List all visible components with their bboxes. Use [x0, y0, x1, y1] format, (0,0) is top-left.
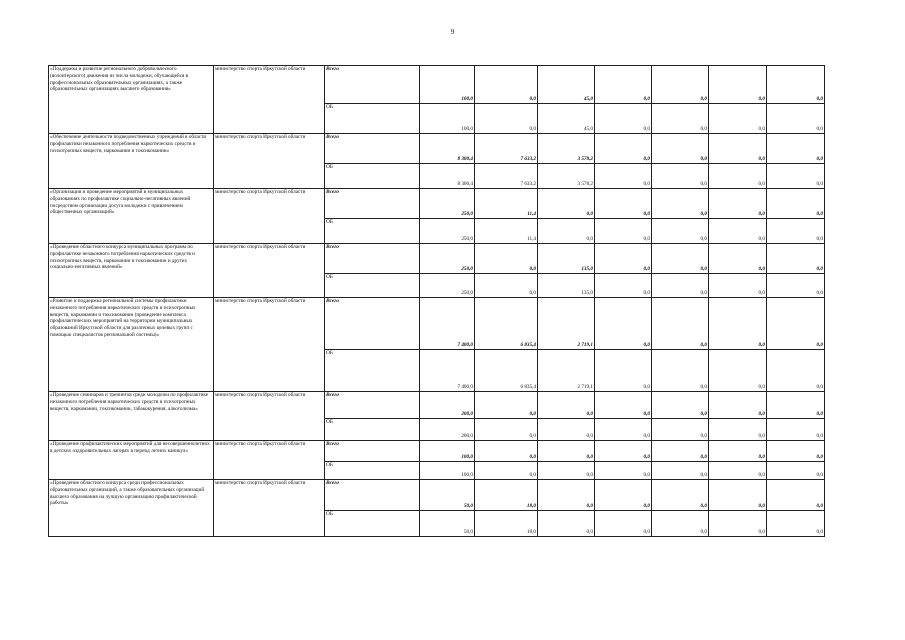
responsible-executor: министерство спорта Иркутской области: [214, 134, 325, 189]
ob-value: 45,0: [538, 104, 595, 134]
source-ob-label: ОБ: [325, 350, 420, 392]
total-value: 0,0: [595, 189, 652, 219]
source-total-label: Всего: [325, 66, 420, 104]
total-value: 0,0: [595, 134, 652, 164]
source-total-label: Всего: [325, 441, 420, 462]
total-value: 0,0: [595, 480, 652, 511]
total-value: 7 400,0: [420, 298, 475, 350]
source-ob-label: ОБ: [325, 462, 420, 480]
source-total-label: Всего: [325, 480, 420, 511]
responsible-executor: министерство спорта Иркутской области: [214, 189, 325, 244]
source-total-label: Всего: [325, 298, 420, 350]
table-row: [49, 134, 825, 164]
ob-value: 0,0: [475, 104, 538, 134]
activity-description: «Развитие и поддержка региональной системы профилактики незаконного потребления наркотических средств и психотропных веществ, наркомании и токсикомании (проведение комплекса профилактических мероприятий на территории муниципальных образований Иркутской области для различных целевых групп с помощью специалистов региональной системы)»: [49, 298, 214, 392]
activity-description: «Проведение профилактических мероприятий для несовершеннолетних в детских оздоровительных лагерях в период летних каникул»: [49, 441, 214, 480]
ob-value: 250,0: [420, 219, 475, 244]
table-row: [49, 480, 825, 511]
source-ob-label: ОБ: [325, 219, 420, 244]
ob-value: 0,0: [709, 511, 767, 537]
source-ob-label: ОБ: [325, 511, 420, 537]
ob-value: 0,0: [652, 511, 709, 537]
ob-value: 0,0: [595, 350, 652, 392]
ob-value: 0,0: [652, 274, 709, 298]
total-value: 0,0: [652, 392, 709, 419]
total-value: 0,0: [709, 134, 767, 164]
ob-value: 0,0: [595, 419, 652, 441]
source-ob-label: ОБ: [325, 419, 420, 441]
source-ob-label: ОБ: [325, 104, 420, 134]
total-value: 0,0: [475, 392, 538, 419]
activity-description: «Обеспечение деятельности подведомственных учреждений в области профилактики незаконного потребления наркотических средств и психотропных веществ, наркомании и токсикомании»: [49, 134, 214, 189]
ob-value: 50,0: [420, 511, 475, 537]
ob-value: 135,0: [538, 274, 595, 298]
total-value: 0,0: [709, 298, 767, 350]
budget-table: [48, 65, 825, 537]
activity-description: «Организация и проведение мероприятий в муниципальных образованиях по профилактике социально-негативных явлений посредством организации досуга молодежи с привлечением общественных организаций»: [49, 189, 214, 244]
total-value: 0,0: [475, 244, 538, 274]
activity-description: «Проведение семинаров и тренингов среди молодежи по профилактике незаконного потребления наркотических средств и психотропных веществ, наркомании, токсикомании, табакокурения, алкоголизма»: [49, 392, 214, 441]
total-value: 0,0: [475, 66, 538, 104]
ob-value: 0,0: [595, 462, 652, 480]
total-value: 250,0: [420, 244, 475, 274]
total-value: 0,0: [767, 134, 825, 164]
total-value: 250,0: [420, 189, 475, 219]
ob-value: 0,0: [595, 104, 652, 134]
total-value: 0,0: [595, 392, 652, 419]
table-row: [49, 298, 825, 350]
ob-value: 0,0: [709, 350, 767, 392]
total-value: 0,0: [709, 392, 767, 419]
total-value: 18,0: [475, 480, 538, 511]
total-value: 0,0: [652, 189, 709, 219]
ob-value: 0,0: [767, 462, 825, 480]
ob-value: 0,0: [475, 462, 538, 480]
ob-value: 0,0: [652, 350, 709, 392]
total-value: 11,4: [475, 189, 538, 219]
total-value: 0,0: [652, 441, 709, 462]
ob-value: 0,0: [767, 219, 825, 244]
ob-value: 0,0: [709, 274, 767, 298]
source-total-label: Всего: [325, 244, 420, 274]
ob-value: 8 300,4: [420, 164, 475, 189]
ob-value: 0,0: [767, 511, 825, 537]
ob-value: 0,0: [538, 419, 595, 441]
total-value: 0,0: [538, 441, 595, 462]
ob-value: 0,0: [652, 219, 709, 244]
total-value: 45,0: [538, 66, 595, 104]
total-value: 0,0: [475, 441, 538, 462]
ob-value: 0,0: [538, 511, 595, 537]
total-value: 0,0: [595, 66, 652, 104]
source-ob-label: ОБ: [325, 274, 420, 298]
responsible-executor: министерство спорта Иркутской области: [214, 298, 325, 392]
ob-value: 0,0: [652, 462, 709, 480]
responsible-executor: министерство спорта Иркутской области: [214, 441, 325, 480]
total-value: 2 719,1: [538, 298, 595, 350]
total-value: 0,0: [709, 189, 767, 219]
total-value: 100,0: [420, 66, 475, 104]
total-value: 200,0: [420, 392, 475, 419]
total-value: 0,0: [709, 480, 767, 511]
ob-value: 0,0: [709, 104, 767, 134]
total-value: 0,0: [538, 480, 595, 511]
ob-value: 0,0: [595, 219, 652, 244]
source-total-label: Всего: [325, 134, 420, 164]
total-value: 50,0: [420, 480, 475, 511]
total-value: 135,0: [538, 244, 595, 274]
total-value: 0,0: [709, 66, 767, 104]
ob-value: 0,0: [538, 219, 595, 244]
ob-value: 11,4: [475, 219, 538, 244]
ob-value: 0,0: [595, 274, 652, 298]
ob-value: 7 633,2: [475, 164, 538, 189]
total-value: 8 300,4: [420, 134, 475, 164]
ob-value: 0,0: [652, 164, 709, 189]
source-ob-label: ОБ: [325, 164, 420, 189]
ob-value: 100,0: [420, 462, 475, 480]
total-value: 3 578,2: [538, 134, 595, 164]
ob-value: 2 719,1: [538, 350, 595, 392]
ob-value: 0,0: [709, 219, 767, 244]
ob-value: 0,0: [767, 274, 825, 298]
total-value: 6 835,4: [475, 298, 538, 350]
total-value: 0,0: [652, 298, 709, 350]
ob-value: 0,0: [709, 164, 767, 189]
responsible-executor: министерство спорта Иркутской области: [214, 244, 325, 298]
total-value: 0,0: [652, 480, 709, 511]
total-value: 0,0: [767, 189, 825, 219]
total-value: 0,0: [767, 441, 825, 462]
total-value: 0,0: [652, 244, 709, 274]
total-value: 0,0: [538, 392, 595, 419]
total-value: 0,0: [767, 66, 825, 104]
budget-table-body: [49, 66, 825, 537]
ob-value: 0,0: [538, 462, 595, 480]
ob-value: 7 400,0: [420, 350, 475, 392]
ob-value: 0,0: [767, 350, 825, 392]
total-value: 0,0: [767, 298, 825, 350]
ob-value: 6 835,4: [475, 350, 538, 392]
table-row: [49, 66, 825, 104]
activity-description: «Поддержка и развитие регионального добровольческого (волонтерского) движения из числа молодежи, обучающейся в профессиональных образовательных организациях, а также образовательных организациях высшего образования»: [49, 66, 214, 134]
total-value: 0,0: [652, 134, 709, 164]
ob-value: 0,0: [475, 274, 538, 298]
activity-description: «Проведение областного конкурса муниципальных программ по профилактике незаконного потребления наркотических средств и психотропных веществ, наркомании и токсикомании и других социально-негативных явлений»: [49, 244, 214, 298]
source-total-label: Всего: [325, 189, 420, 219]
ob-value: 0,0: [595, 164, 652, 189]
ob-value: 18,0: [475, 511, 538, 537]
total-value: 7 633,2: [475, 134, 538, 164]
total-value: 0,0: [595, 441, 652, 462]
ob-value: 0,0: [652, 104, 709, 134]
total-value: 100,0: [420, 441, 475, 462]
ob-value: 0,0: [767, 419, 825, 441]
ob-value: 100,0: [420, 104, 475, 134]
ob-value: 0,0: [709, 419, 767, 441]
total-value: 0,0: [709, 244, 767, 274]
activity-description: «Проведение областного конкурса среди профессиональных образовательных организаций, а также образовательных организаций высшего образования на лучшую организацию профилактической работы»: [49, 480, 214, 537]
ob-value: 0,0: [475, 419, 538, 441]
ob-value: 0,0: [709, 462, 767, 480]
total-value: 0,0: [767, 392, 825, 419]
ob-value: 0,0: [652, 419, 709, 441]
table-row: [49, 244, 825, 274]
total-value: 0,0: [709, 441, 767, 462]
ob-value: 0,0: [767, 164, 825, 189]
total-value: 0,0: [595, 244, 652, 274]
total-value: 0,0: [538, 189, 595, 219]
ob-value: 3 578,2: [538, 164, 595, 189]
responsible-executor: министерство спорта Иркутской области: [214, 480, 325, 537]
responsible-executor: министерство спорта Иркутской области: [214, 66, 325, 134]
ob-value: 0,0: [595, 511, 652, 537]
ob-value: 250,0: [420, 274, 475, 298]
source-total-label: Всего: [325, 392, 420, 419]
page-number: 9: [450, 28, 455, 36]
table-row: [49, 392, 825, 419]
total-value: 0,0: [767, 480, 825, 511]
table-row: [49, 441, 825, 462]
ob-value: 200,0: [420, 419, 475, 441]
table-row: [49, 189, 825, 219]
ob-value: 0,0: [767, 104, 825, 134]
total-value: 0,0: [767, 244, 825, 274]
responsible-executor: министерство спорта Иркутской области: [214, 392, 325, 441]
total-value: 0,0: [595, 298, 652, 350]
total-value: 0,0: [652, 66, 709, 104]
